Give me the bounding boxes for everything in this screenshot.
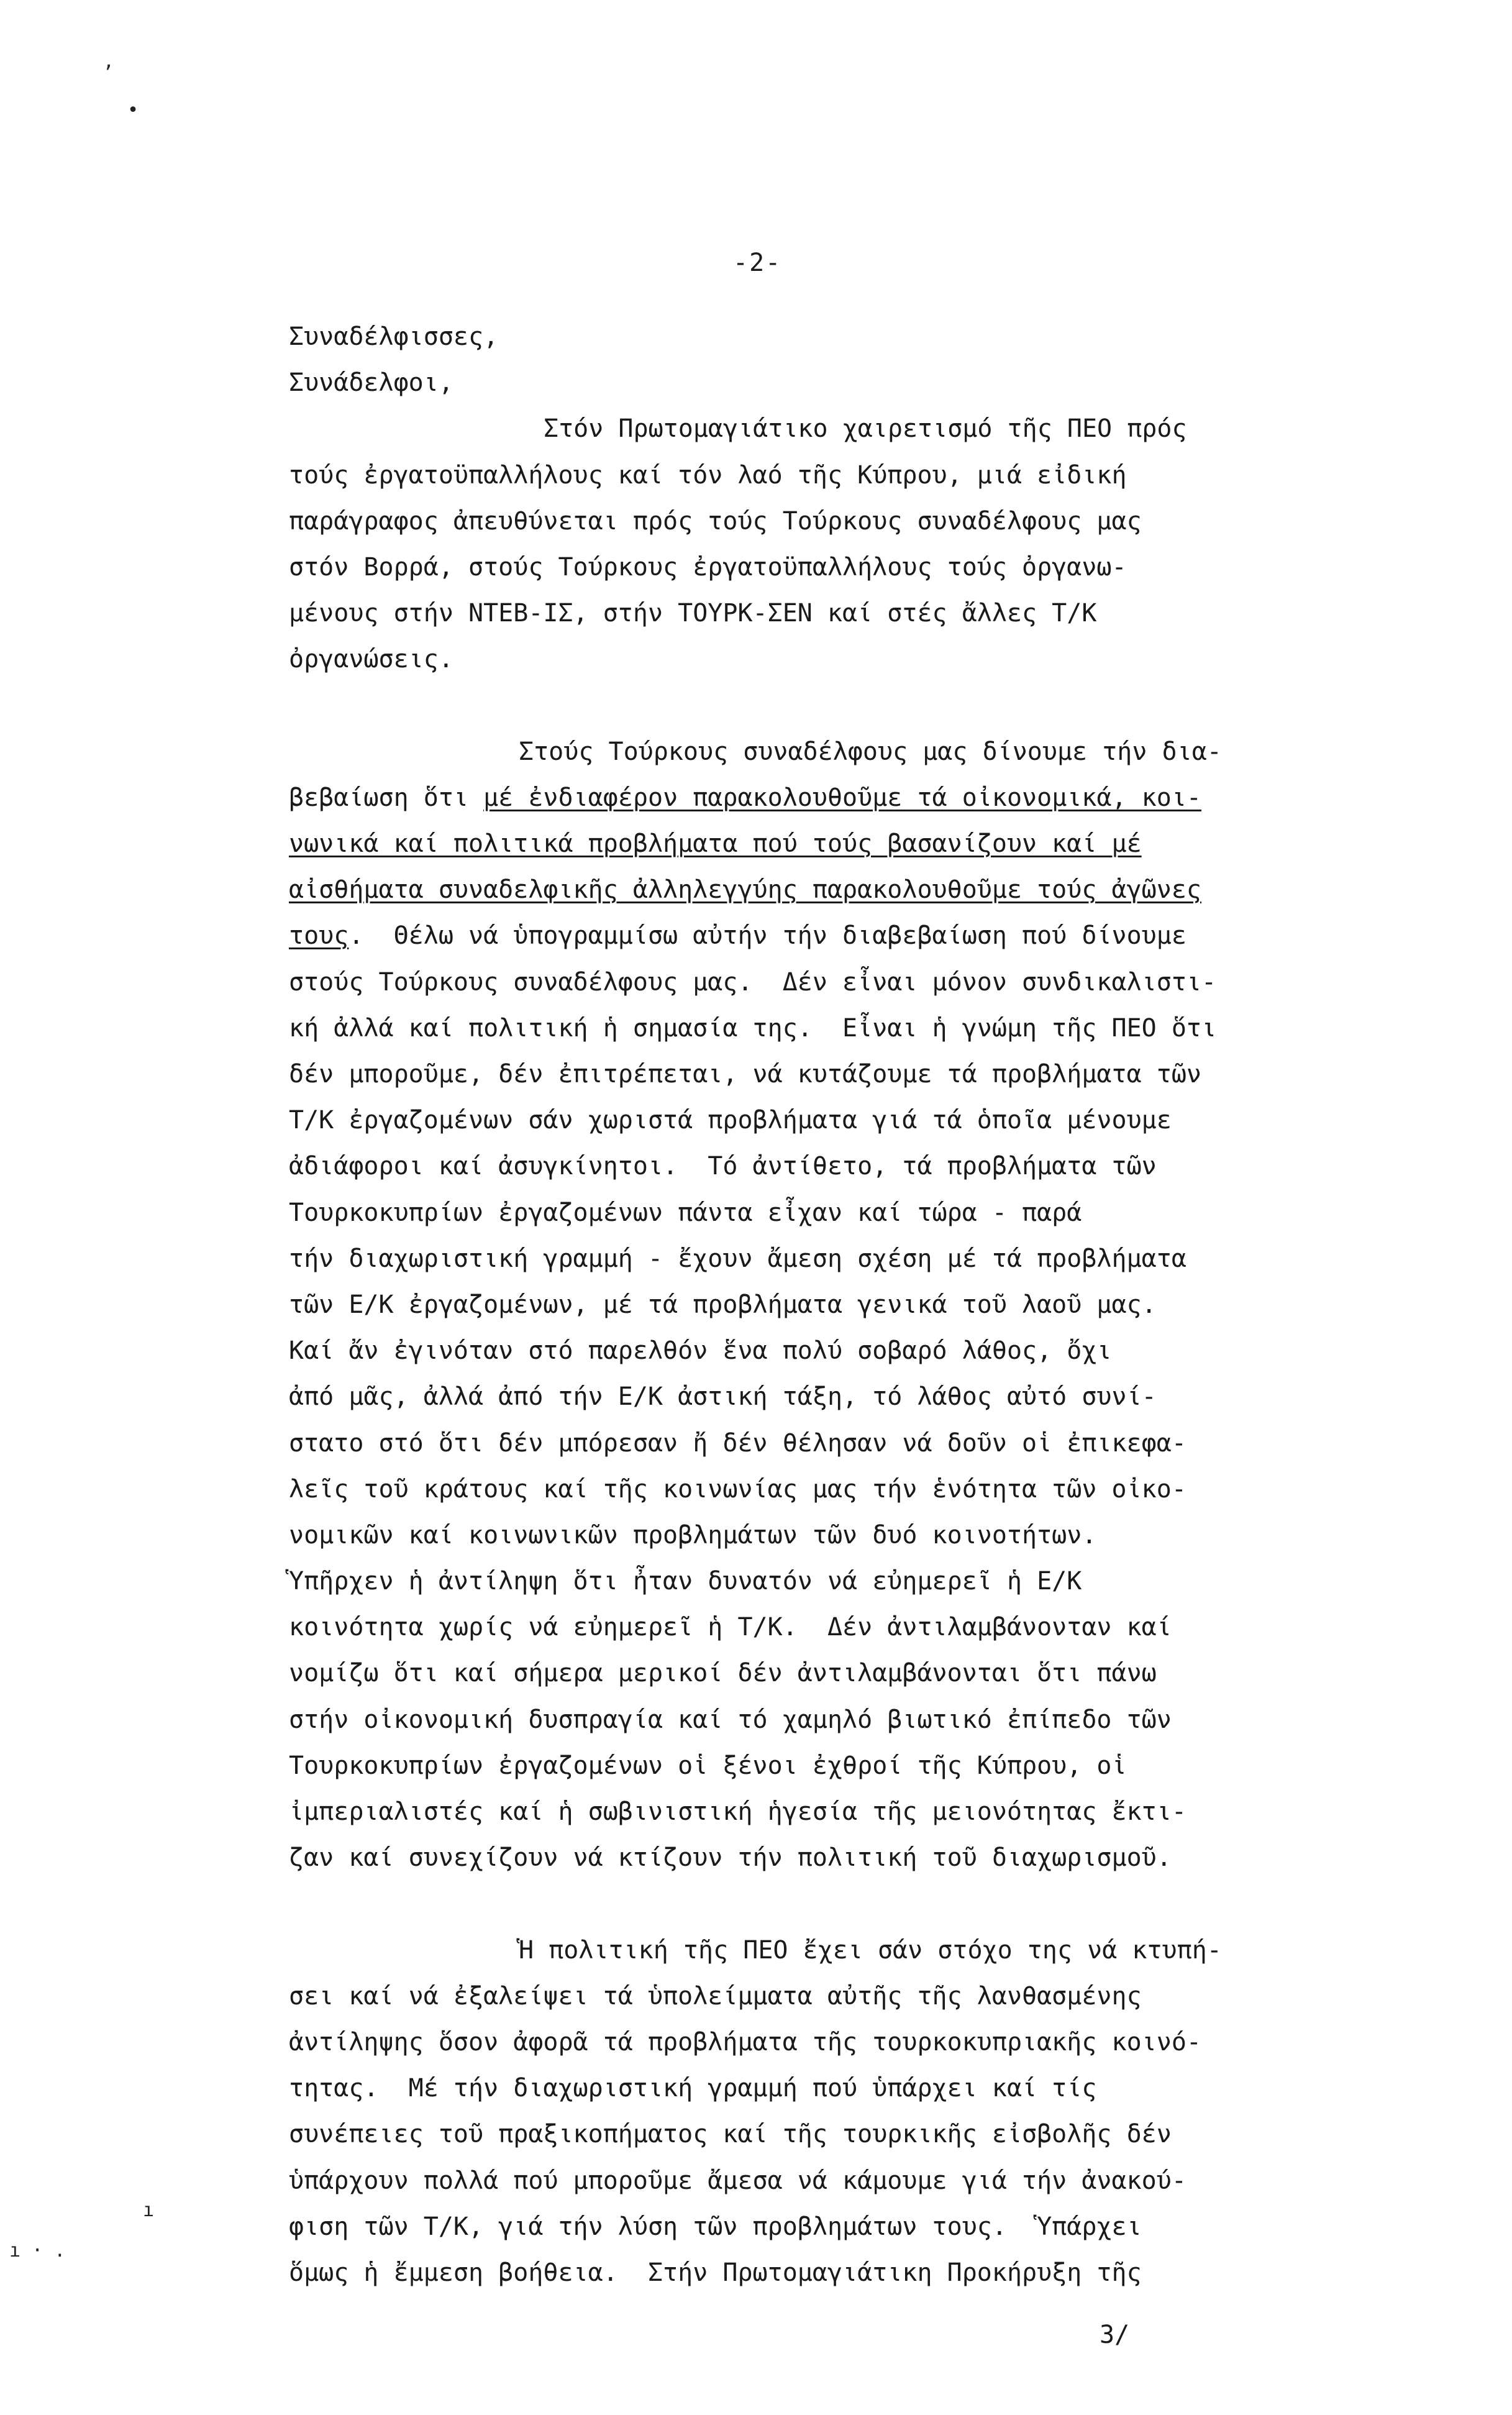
text-line: Ἡ πολιτική τῆς ΠΕΟ ἔχει σάν στόχο της νά κτυπή- (519, 1935, 1222, 1965)
scan-speck: ı · . (9, 2240, 66, 2262)
text-line: ἀντίληψης ὅσον ἀφορᾶ τά προβλήματα τῆς τουρκοκυπριακῆς κοινό- (289, 2027, 1202, 2057)
underlined-text: νωνικά καί πολιτικά προβλήματα πού τούς βασανίζουν καί μέ (289, 829, 1142, 859)
scan-speck: ı (143, 2199, 155, 2221)
text-line (289, 821, 1419, 867)
text-line (289, 913, 1419, 959)
text-line: νομικῶν καί κοινωνικῶν προβλημάτων τῶν δυό κοινοτήτων. (289, 1520, 1097, 1550)
scan-speck: • (127, 99, 139, 121)
text-line: παράγραφος ἀπευθύνεται πρός τούς Τούρκους συναδέλφους μας (289, 506, 1142, 536)
text-run: . Θέλω νά ὑπογραμμίσω αὐτήν τήν διαβεβαίωση πού δίνουμε (348, 921, 1186, 951)
paragraph-2 (289, 729, 1419, 1881)
text-line: στόν Βορρά, στούς Τούρκους ἐργατοϋπαλλήλους τούς ὀργανω- (289, 552, 1127, 582)
text-line: κή ἀλλά καί πολιτική ἡ σημασία της. Εἶναι ἡ γνώμη τῆς ΠΕΟ ὅτι (289, 1013, 1217, 1043)
underlined-text: μέ ἐνδιαφέρον παρακολουθοῦμε τά οἰκονομικά, κοι- (483, 783, 1202, 812)
text-line: Τ/Κ ἐργαζομένων σάν χωριστά προβλήματα γιά τά ὁποῖα μένουμε (289, 1106, 1172, 1135)
letter-body (289, 314, 1419, 2296)
text-line: δέν μποροῦμε, δέν ἐπιτρέπεται, νά κυτάζουμε τά προβλήματα τῶν (289, 1060, 1202, 1089)
paragraph-gap (289, 683, 1419, 729)
scan-speck: ʼ (102, 62, 114, 84)
text-run: βεβαίωση ὅτι (289, 783, 484, 812)
continuation-marker: 3/ (1100, 2321, 1130, 2349)
text-line: στούς Τούρκους συναδέλφους μας. Δέν εἶναι μόνον συνδικαλιστι- (289, 967, 1217, 997)
text-line: ζαν καί συνεχίζουν νά κτίζουν τήν πολιτική τοῦ διαχωρισμοῦ. (289, 1843, 1172, 1873)
greeting-line: Συνάδελφοι, (289, 368, 453, 398)
text-line: Τουρκοκυπρίων ἐργαζομένων πάντα εἶχαν καί τώρα - παρά (289, 1198, 1082, 1227)
text-line: σει καί νά ἐξαλείψει τά ὑπολείμματα αὐτῆς τῆς λανθασμένης (289, 1981, 1142, 2011)
page-number: -2- (733, 249, 782, 277)
text-line: τήν διαχωριστική γραμμή - ἔχουν ἄμεση σχέση μέ τά προβλήματα (289, 1244, 1186, 1273)
text-line: νομίζω ὅτι καί σήμερα μερικοί δέν ἀντιλαμβάνονται ὅτι πάνω (289, 1659, 1157, 1688)
paragraph-gap (289, 1881, 1419, 1927)
text-line: τῶν Ε/Κ ἐργαζομένων, μέ τά προβλήματα γενικά τοῦ λαοῦ μας. (289, 1290, 1157, 1319)
text-line: στατο στό ὅτι δέν μπόρεσαν ἤ δέν θέλησαν νά δοῦν οἱ ἐπικεφα- (289, 1428, 1186, 1458)
greeting-line: Συναδέλφισσες, (289, 322, 499, 351)
paragraph-1 (289, 406, 1419, 682)
text-line: μένους στήν ΝΤΕΒ-ΙΣ, στήν ΤΟΥΡΚ-ΣΕΝ καί στές ἄλλες Τ/Κ (289, 599, 1097, 628)
underlined-text: αἰσθήματα συναδελφικῆς ἀλληλεγγύης παρακολουθοῦμε τούς ἀγῶνες (289, 875, 1202, 905)
text-line: ἀδιάφοροι καί ἀσυγκίνητοι. Τό ἀντίθετο, τά προβλήματα τῶν (289, 1152, 1157, 1181)
text-line: τητας. Μέ τήν διαχωριστική γραμμή πού ὑπάρχει καί τίς (289, 2074, 1097, 2103)
text-line: συνέπειες τοῦ πραξικοπήματος καί τῆς τουρκικῆς εἰσβολῆς δέν (289, 2120, 1172, 2149)
text-line: ὑπάρχουν πολλά πού μποροῦμε ἄμεσα νά κάμουμε γιά τήν ἀνακού- (289, 2166, 1186, 2195)
text-line: ἀπό μᾶς, ἀλλά ἀπό τήν Ε/Κ ἀστική τάξη, τό λάθος αὐτό συνί- (289, 1382, 1157, 1412)
text-line: Στούς Τούρκους συναδέλφους μας δίνουμε τήν δια- (519, 737, 1222, 766)
text-line (289, 867, 1419, 913)
text-line: τούς ἐργατοϋπαλλήλους καί τόν λαό τῆς Κύπρου, μιά εἰδική (289, 460, 1127, 490)
text-line: Στόν Πρωτομαγιάτικο χαιρετισμό τῆς ΠΕΟ πρός (544, 414, 1187, 444)
text-line: ὀργανώσεις. (289, 645, 453, 674)
text-line: ὅμως ἡ ἔμμεση βοήθεια. Στήν Πρωτομαγιάτικη Προκήρυξη τῆς (289, 2258, 1142, 2287)
paragraph-3 (289, 1927, 1419, 2296)
text-line: Καί ἄν ἐγινόταν στό παρελθόν ἕνα πολύ σοβαρό λάθος, ὄχι (289, 1336, 1112, 1366)
underlined-text: τους (289, 921, 349, 951)
text-line: λεῖς τοῦ κράτους καί τῆς κοινωνίας μας τήν ἑνότητα τῶν οἰκο- (289, 1474, 1186, 1504)
text-line: φιση τῶν Τ/Κ, γιά τήν λύση τῶν προβλημάτων τους. Ὑπάρχει (289, 2212, 1142, 2241)
text-line: ἰμπεριαλιστές καί ἡ σωβινιστική ἡγεσία τῆς μειονότητας ἔκτι- (289, 1797, 1186, 1826)
text-line: στήν οἰκονομική δυσπραγία καί τό χαμηλό βιωτικό ἐπίπεδο τῶν (289, 1705, 1172, 1734)
text-line: κοινότητα χωρίς νά εὐημερεῖ ἡ Τ/Κ. Δέν ἀντιλαμβάνονταν καί (289, 1613, 1172, 1642)
text-line: Ὑπῆρχεν ἡ ἀντίληψη ὅτι ἦταν δυνατόν νά εὐημερεῖ ἡ Ε/Κ (289, 1567, 1082, 1596)
text-line (289, 775, 1419, 821)
text-line: Τουρκοκυπρίων ἐργαζομένων οἱ ξένοι ἐχθροί τῆς Κύπρου, οἱ (289, 1751, 1127, 1780)
